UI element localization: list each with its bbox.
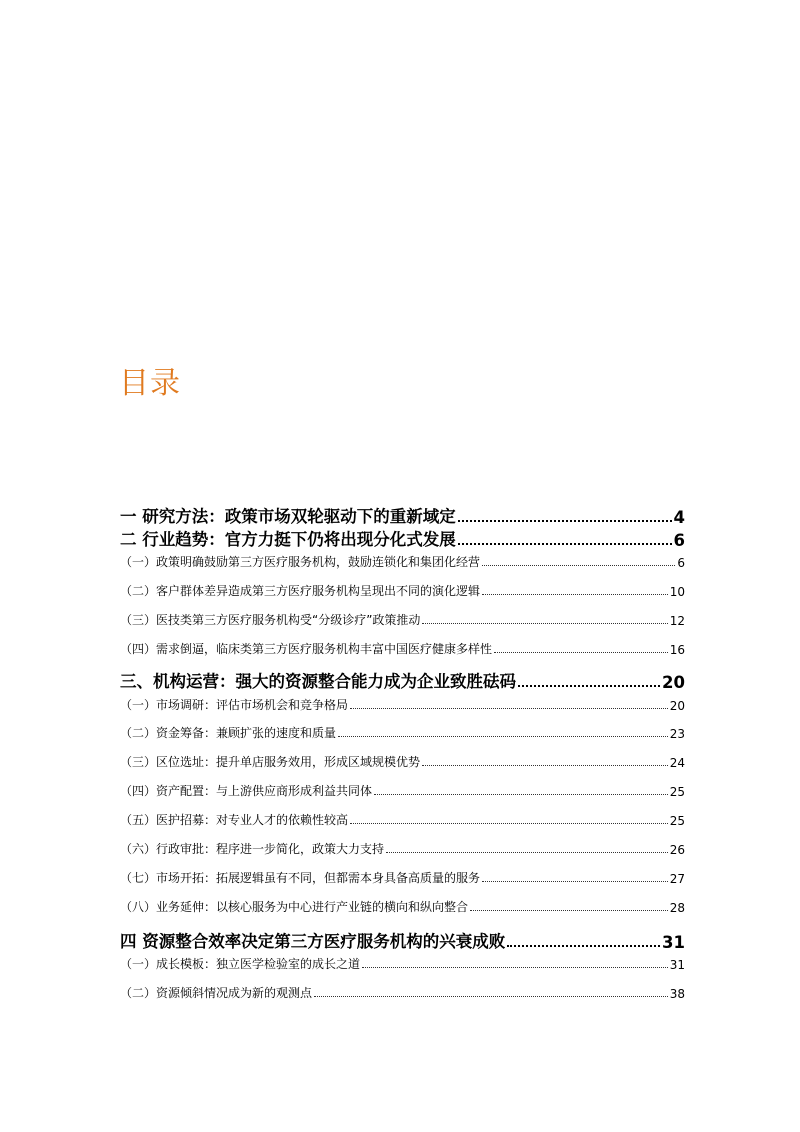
toc-leader-dots <box>470 909 668 911</box>
toc-entry-title: 三、机构运营：强大的资源整合能力成为企业致胜砝码 <box>120 672 516 691</box>
toc-section-entry[interactable] <box>120 611 685 628</box>
toc-page-number: 23 <box>669 727 685 741</box>
toc-entry-title: （二）客户群体差异造成第三方医疗服务机构呈现出不同的演化逻辑 <box>120 584 481 598</box>
toc-entry-title: （一）成长模板：独立医学检验室的成长之道 <box>120 957 361 971</box>
toc-leader-dots <box>362 966 668 968</box>
toc-entry-title: （二）资源倾斜情况成为新的观测点 <box>120 986 313 1000</box>
toc-section-entry[interactable] <box>120 984 685 1001</box>
toc-entry-title: （六）行政审批：程序进一步简化，政策大力支持 <box>120 842 385 856</box>
toc-page-number: 12 <box>669 614 685 628</box>
toc-chapter-entry[interactable] <box>120 503 685 527</box>
toc-leader-dots <box>422 622 667 624</box>
toc-entry-title: （三）医技类第三方医疗服务机构受“分级诊疗”政策推动 <box>120 613 421 627</box>
toc-heading: 目录 <box>119 366 181 401</box>
toc-chapter-entry[interactable] <box>120 668 685 692</box>
toc-section-entry[interactable] <box>120 553 685 570</box>
toc-section-entry[interactable] <box>120 753 685 770</box>
toc-section-entry[interactable] <box>120 696 685 713</box>
toc-leader-dots <box>494 651 668 653</box>
toc-leader-dots <box>386 851 668 853</box>
toc-entry-title: （四）资产配置：与上游供应商形成利益共同体 <box>120 784 373 798</box>
toc-entry-title: （五）医护招募：对专业人才的依赖性较高 <box>120 813 349 827</box>
toc-page-number: 28 <box>669 901 685 915</box>
toc-section-entry[interactable] <box>120 955 685 972</box>
toc-entry-title: 二 行业趋势：官方力挺下仍将出现分化式发展 <box>120 530 456 549</box>
toc-chapter-entry[interactable] <box>120 526 685 550</box>
toc-leader-dots <box>314 995 668 997</box>
toc-leader-dots <box>458 519 672 522</box>
toc-section-entry[interactable] <box>120 869 685 886</box>
toc-leader-dots <box>518 684 660 687</box>
toc-section-entry[interactable] <box>120 640 685 657</box>
toc-entry-title: 一 研究方法：政策市场双轮驱动下的重新域定 <box>120 507 456 526</box>
toc-section-entry[interactable] <box>120 840 685 857</box>
toc-page-number: 16 <box>669 643 685 657</box>
toc-entry-title: （七）市场开拓：拓展逻辑虽有不同，但都需本身具备高质量的服务 <box>120 871 481 885</box>
toc-section-entry[interactable] <box>120 898 685 915</box>
toc-section-entry[interactable] <box>120 811 685 828</box>
toc-page-number: 6 <box>677 556 685 570</box>
toc-leader-dots <box>422 764 668 766</box>
toc-page-number: 25 <box>669 785 685 799</box>
toc-entry-title: （一）市场调研：评估市场机会和竞争格局 <box>120 698 349 712</box>
toc-section-entry[interactable] <box>120 582 685 599</box>
toc-leader-dots <box>482 593 668 595</box>
toc-leader-dots <box>482 880 668 882</box>
toc-page-number: 38 <box>669 987 685 1001</box>
toc-page-number: 10 <box>669 585 685 599</box>
toc-leader-dots <box>350 822 668 824</box>
toc-section-entry[interactable] <box>120 724 685 741</box>
toc-section-entry[interactable] <box>120 782 685 799</box>
toc-page-number: 4 <box>673 508 685 527</box>
toc-leader-dots <box>350 707 668 709</box>
toc-page-number: 31 <box>662 933 685 952</box>
toc-leader-dots <box>482 564 675 566</box>
toc-entry-title: （三）区位选址：提升单店服务效用，形成区域规模优势 <box>120 755 421 769</box>
toc-page-number: 6 <box>673 531 685 550</box>
toc-entry-title: （八）业务延伸：以核心服务为中心进行产业链的横向和纵向整合 <box>120 900 469 914</box>
toc-leader-dots <box>507 944 660 947</box>
toc-page-number: 24 <box>669 756 685 770</box>
toc-leader-dots <box>338 735 668 737</box>
toc-entry-title: 四 资源整合效率决定第三方医疗服务机构的兴衰成败 <box>120 932 506 951</box>
toc-page-number: 20 <box>662 673 685 692</box>
toc-entry-title: （一）政策明确鼓励第三方医疗服务机构，鼓励连锁化和集团化经营 <box>120 555 481 569</box>
toc-page-number: 26 <box>669 843 685 857</box>
toc-page-number: 20 <box>669 699 685 713</box>
toc-leader-dots <box>374 793 668 795</box>
toc-page-number: 31 <box>669 958 685 972</box>
toc-chapter-entry[interactable] <box>120 928 685 952</box>
toc-leader-dots <box>458 542 672 545</box>
toc-page-number: 25 <box>669 814 685 828</box>
toc-entry-title: （四）需求倒逼，临床类第三方医疗服务机构丰富中国医疗健康多样性 <box>120 642 493 656</box>
toc-page-number: 27 <box>669 872 685 886</box>
toc-entry-title: （二）资金筹备：兼顾扩张的速度和质量 <box>120 726 337 740</box>
